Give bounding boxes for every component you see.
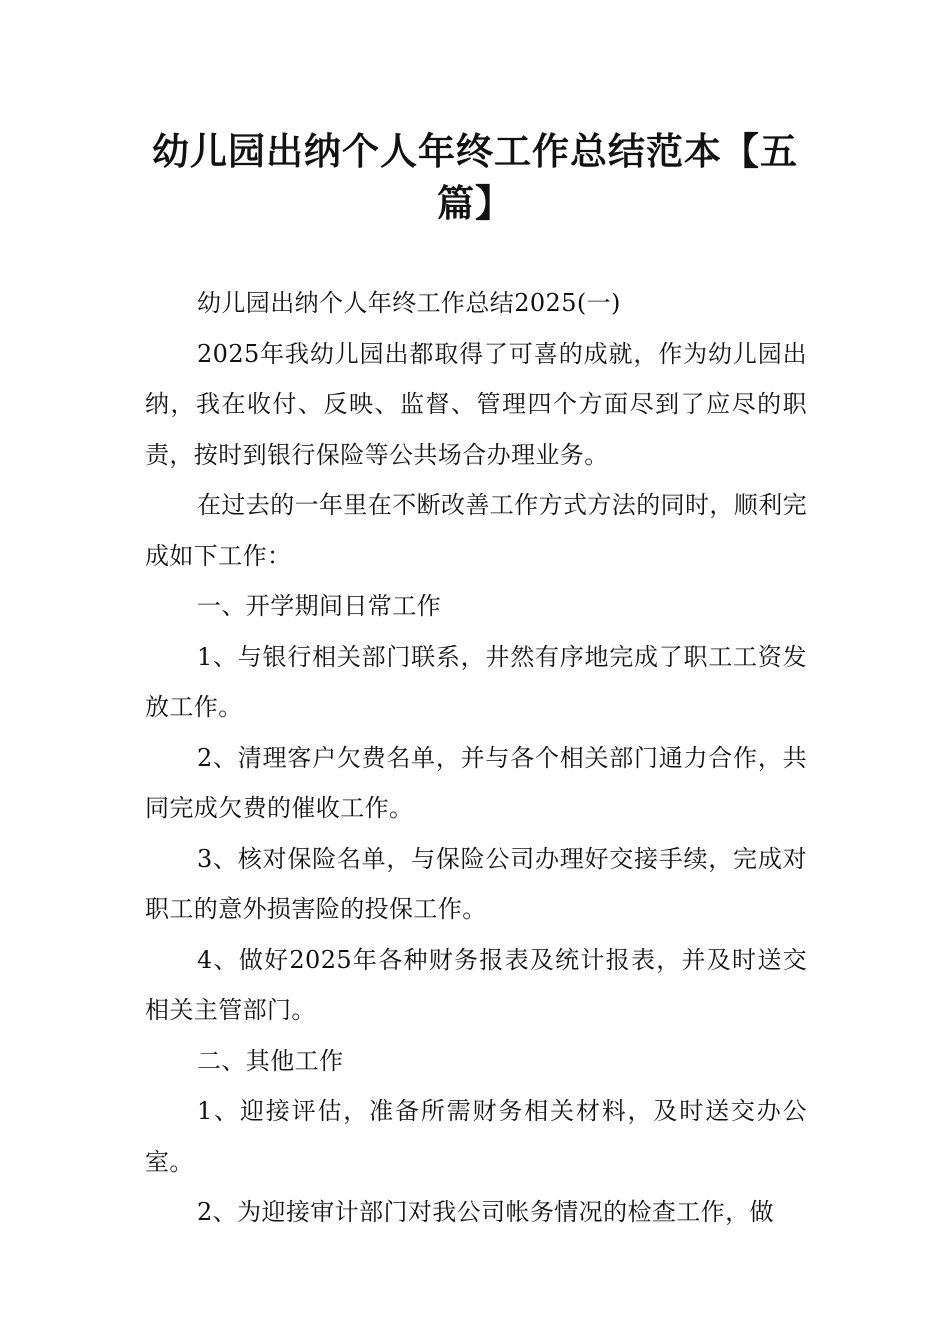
- document-title: 幼儿园出纳个人年终工作总结范本【五篇】: [152, 130, 798, 225]
- list-item: 1、与银行相关部门联系，井然有序地完成了职工工资发放工作。: [145, 642, 807, 721]
- section-heading-1: 一、开学期间日常工作: [197, 592, 441, 620]
- list-item: 4、做好2025年各种财务报表及统计报表，并及时送交相关主管部门。: [145, 945, 807, 1024]
- paragraph-subtitle: 幼儿园出纳个人年终工作总结2025(一): [197, 289, 621, 317]
- document-body: [145, 278, 807, 1238]
- paragraph-intro: 2025年我幼儿园出都取得了可喜的成就，作为幼儿园出纳，我在收付、反映、监督、管理四个方面尽到了应尽的职责，按时到银行保险等公共场合办理业务。: [145, 339, 807, 469]
- list-item: 3、核对保险名单，与保险公司办理好交接手续，完成对职工的意外损害险的投保工作。: [145, 844, 807, 923]
- paragraph-summary: 在过去的一年里在不断改善工作方式方法的同时，顺利完成如下工作：: [145, 491, 807, 570]
- list-item: 1、迎接评估，准备所需财务相关材料，及时送交办公室。: [145, 1097, 807, 1176]
- section-heading-2: 二、其他工作: [197, 1046, 344, 1075]
- list-item: 2、清理客户欠费名单，并与各个相关部门通力合作，共同完成欠费的催收工作。: [145, 743, 807, 822]
- list-item: 2、为迎接审计部门对我公司帐务情况的检查工作，做: [197, 1198, 774, 1226]
